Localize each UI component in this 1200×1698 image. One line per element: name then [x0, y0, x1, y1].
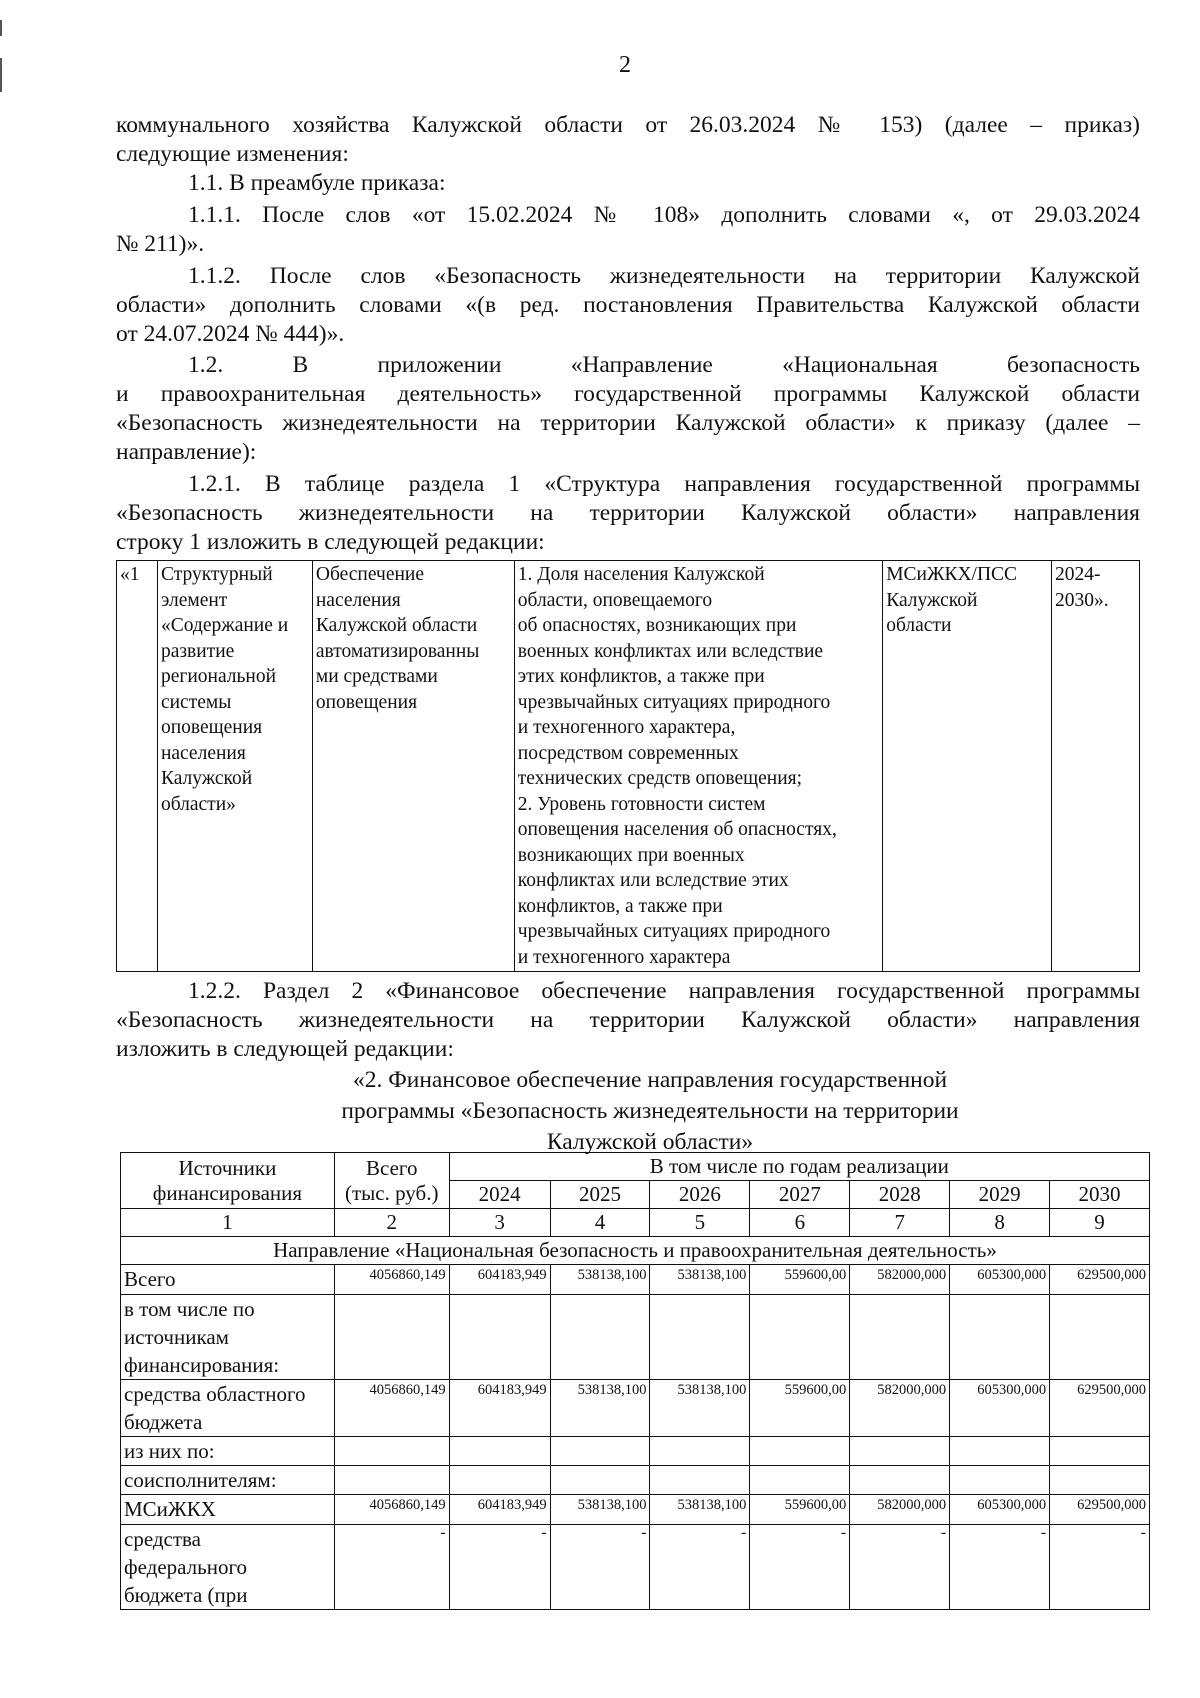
paragraph-1-2-2	[116, 977, 1140, 1064]
value-cell: 604183,949	[449, 1265, 550, 1295]
empty-cell	[950, 1466, 1050, 1495]
row-label-line: из них по:	[124, 1439, 215, 1463]
cell-line: и техногенного характера	[517, 946, 731, 968]
text-line: направление):	[116, 439, 257, 465]
structure-period-cell	[1052, 561, 1140, 972]
row-label-line: МСиЖКХ	[124, 1497, 216, 1521]
empty-cell	[850, 1466, 950, 1495]
value-cell: 604183,949	[449, 1495, 550, 1525]
value-cell: -	[750, 1525, 850, 1610]
empty-cell	[1050, 1295, 1150, 1380]
empty-cell	[334, 1437, 449, 1466]
cell-line: Структурный	[160, 564, 273, 585]
structure-element-cell	[157, 561, 312, 972]
header-year: 2024	[449, 1181, 550, 1209]
structure-responsible-cell	[883, 561, 1052, 972]
empty-cell	[449, 1295, 550, 1380]
empty-cell	[650, 1295, 750, 1380]
value-cell: 538138,100	[550, 1495, 650, 1525]
table-header-row	[121, 1153, 1150, 1181]
empty-cell	[334, 1295, 449, 1380]
text-line: № 211)».	[116, 231, 205, 257]
value-cell: 605300,000	[950, 1495, 1050, 1525]
empty-cell	[950, 1437, 1050, 1466]
text-line: 1.1.1. После слов «от 15.02.2024 № 108» дополнить словами «, от 29.03.2024	[188, 202, 1140, 228]
cell-line: области, оповещаемого	[517, 589, 713, 611]
row-label	[121, 1525, 335, 1610]
cell-line: возникающих при военных	[517, 844, 745, 866]
value-cell: 538138,100	[650, 1265, 750, 1295]
table-row	[121, 1295, 1150, 1380]
value-cell: 629500,000	[1050, 1265, 1150, 1295]
cell-line: технических средств оповещения;	[517, 768, 803, 789]
header-years-group: В том числе по годам реализации	[449, 1153, 1149, 1181]
value-cell: -	[950, 1525, 1050, 1610]
row-label-line: в том числе по	[124, 1297, 255, 1321]
empty-cell	[850, 1437, 950, 1466]
empty-cell	[334, 1466, 449, 1495]
cell-line: области»	[160, 793, 236, 815]
section-2-title	[0, 1065, 1200, 1158]
empty-cell	[550, 1295, 650, 1380]
header-year: 2029	[950, 1181, 1050, 1209]
row-label	[121, 1265, 335, 1295]
empty-cell	[950, 1295, 1050, 1380]
text-line: строку 1 изложить в следующей редакции:	[116, 529, 545, 555]
value-cell: -	[449, 1525, 550, 1610]
row-label-line: соисполнителям:	[124, 1468, 277, 1492]
header-year: 2030	[1050, 1181, 1150, 1209]
text-line: «Безопасность жизнедеятельности на территории Калужской области» направления	[116, 1007, 1140, 1033]
cell-line: Калужской	[160, 768, 253, 789]
cell-line: конфликтов, а также при	[517, 895, 723, 917]
column-number: 2	[334, 1209, 449, 1237]
value-cell: -	[850, 1525, 950, 1610]
value-cell: -	[334, 1525, 449, 1610]
cell-line: развитие	[160, 640, 235, 662]
finance-body	[121, 1265, 1150, 1610]
paragraph-1-2	[116, 351, 1140, 467]
value-cell: 582000,000	[850, 1265, 950, 1295]
value-cell: 605300,000	[950, 1265, 1050, 1295]
text-line: «Безопасность жизнедеятельности на территории Калужской области» к приказу (далее –	[116, 410, 1140, 436]
cell-line: оповещения	[160, 717, 263, 738]
column-number: 5	[650, 1209, 750, 1237]
header-year: 2027	[750, 1181, 850, 1209]
cell-line: конфликтах или вследствие этих	[517, 870, 789, 891]
cell-line: посредством современных	[517, 742, 739, 764]
cell-line: ми средствами	[315, 666, 438, 687]
row-label	[121, 1380, 335, 1437]
header-year: 2025	[550, 1181, 650, 1209]
cell-line: военных конфликтах или вследствие	[517, 640, 824, 662]
cell-line: 2. Уровень готовности систем	[517, 793, 766, 815]
column-number: 1	[121, 1209, 335, 1237]
row-label-line: финансирования:	[124, 1353, 280, 1377]
value-cell: 4056860,149	[334, 1380, 449, 1437]
row-label-line: источникам	[124, 1325, 229, 1349]
value-cell: 582000,000	[850, 1495, 950, 1525]
cell-line: оповещения	[315, 691, 418, 713]
column-number-row	[121, 1209, 1150, 1237]
text-line: изложить в следующей редакции:	[116, 1036, 454, 1062]
empty-cell	[750, 1437, 850, 1466]
row-label	[121, 1295, 335, 1380]
scan-edge-mark	[0, 20, 2, 36]
paragraph-1-1-1	[116, 201, 1140, 259]
header-sources: Источники финансирования	[121, 1153, 335, 1209]
row-label	[121, 1437, 335, 1466]
column-number: 8	[950, 1209, 1050, 1237]
title-line: программы «Безопасность жизнедеятельности на территории	[341, 1098, 959, 1124]
row-label	[121, 1466, 335, 1495]
cell-line: «Содержание и	[160, 615, 289, 636]
cell-line: оповещения населения об опасностях,	[517, 819, 837, 840]
cell-line: этих конфликтов, а также при	[517, 666, 765, 687]
text-line: «Безопасность жизнедеятельности на территории Калужской области» направления	[116, 500, 1140, 526]
cell-line: МСиЖКХ/ПСС	[886, 564, 1018, 585]
value-cell: 582000,000	[850, 1380, 950, 1437]
text-line: следующие изменения:	[116, 141, 349, 167]
value-cell: 559600,00	[750, 1265, 850, 1295]
row-label	[121, 1495, 335, 1525]
value-cell: 559600,00	[750, 1380, 850, 1437]
text-line: 1.2.1. В таблице раздела 1 «Структура направления государственной программы	[188, 471, 1140, 497]
cell-line: автоматизированны	[315, 640, 480, 662]
value-cell: -	[650, 1525, 750, 1610]
cell-line: области	[886, 615, 952, 636]
table-row	[121, 1265, 1150, 1295]
structure-indicators-cell	[514, 561, 882, 972]
value-cell: -	[550, 1525, 650, 1610]
row-label-line: бюджета	[124, 1410, 203, 1434]
column-number: 9	[1050, 1209, 1150, 1237]
cell-line: 2024-	[1055, 564, 1101, 585]
cell-line: элемент	[160, 589, 228, 611]
value-cell: 4056860,149	[334, 1265, 449, 1295]
paragraph-1-1-2	[116, 262, 1140, 349]
cell-line: региональной	[160, 666, 277, 687]
column-number: 7	[850, 1209, 950, 1237]
text-line: области» дополнить словами «(в ред. постановления Правительства Калужской области	[116, 292, 1140, 318]
empty-cell	[1050, 1437, 1150, 1466]
cell-line: чрезвычайных ситуациях природного	[517, 691, 831, 713]
cell-line: системы	[160, 691, 232, 713]
cell-line: и техногенного характера,	[517, 717, 736, 738]
text-line: и правоохранительная деятельность» государственной программы Калужской области	[116, 381, 1140, 407]
title-line: Калужской области»	[546, 1129, 754, 1155]
paragraph-1-1	[116, 169, 1140, 198]
header-year: 2028	[850, 1181, 950, 1209]
value-cell: 538138,100	[550, 1380, 650, 1437]
paragraph-intro	[116, 111, 1140, 169]
empty-cell	[650, 1466, 750, 1495]
text-line: 1.2.2. Раздел 2 «Финансовое обеспечение направления государственной программы	[188, 978, 1140, 1004]
value-cell: 538138,100	[650, 1380, 750, 1437]
value-cell: -	[1050, 1525, 1150, 1610]
text-line: 1.2. В приложении «Направление «Национальная безопасность	[188, 352, 1140, 378]
text-line: от 24.07.2024 № 444)».	[116, 321, 345, 347]
value-cell: 605300,000	[950, 1380, 1050, 1437]
column-number: 3	[449, 1209, 550, 1237]
value-cell: 604183,949	[449, 1380, 550, 1437]
cell-line: 2030».	[1055, 589, 1109, 611]
cell-line: чрезвычайных ситуациях природного	[517, 921, 831, 942]
title-line: «2. Финансовое обеспечение направления государственной	[352, 1067, 948, 1093]
value-cell: 4056860,149	[334, 1495, 449, 1525]
text-line: коммунального хозяйства Калужской области от 26.03.2024 № 153) (далее – приказ)	[116, 112, 1140, 138]
cell-line: Калужской	[886, 589, 978, 611]
row-label-line: средства	[124, 1527, 202, 1551]
header-total: Всего (тыс. руб.)	[334, 1153, 449, 1209]
empty-cell	[449, 1437, 550, 1466]
direction-row	[121, 1237, 1150, 1265]
cell-line: об опасностях, возникающих при	[517, 615, 797, 636]
empty-cell	[550, 1466, 650, 1495]
structure-task-cell	[312, 561, 514, 972]
finance-table	[120, 1152, 1150, 1610]
cell-line: населения	[315, 589, 401, 611]
cell-line: Обеспечение	[315, 564, 424, 585]
empty-cell	[750, 1295, 850, 1380]
empty-cell	[550, 1437, 650, 1466]
row-label-line: Всего	[124, 1267, 176, 1291]
structure-table	[116, 560, 1140, 972]
direction-title: Направление «Национальная безопасность и правоохранительная деятельность»	[121, 1237, 1150, 1265]
empty-cell	[850, 1295, 950, 1380]
header-year: 2026	[650, 1181, 750, 1209]
value-cell: 629500,000	[1050, 1495, 1150, 1525]
table-row	[121, 1525, 1150, 1610]
table-row	[121, 1437, 1150, 1466]
table-row	[121, 1495, 1150, 1525]
row-label-line: федерального	[124, 1555, 248, 1579]
text-line: 1.1. В преамбуле приказа:	[188, 170, 446, 196]
page-number: 2	[619, 52, 631, 78]
value-cell: 538138,100	[550, 1265, 650, 1295]
cell-line: Калужской области	[315, 615, 478, 636]
cell-line: 1. Доля населения Калужской	[517, 564, 765, 585]
text-line: 1.1.2. После слов «Безопасность жизнедеятельности на территории Калужской	[188, 263, 1140, 289]
structure-row-number: «1	[117, 561, 158, 972]
cell-line: населения	[160, 742, 246, 764]
empty-cell	[449, 1466, 550, 1495]
value-cell: 629500,000	[1050, 1380, 1150, 1437]
value-cell: 538138,100	[650, 1495, 750, 1525]
row-label-line: бюджета (при	[124, 1583, 248, 1607]
empty-cell	[1050, 1466, 1150, 1495]
paragraph-1-2-1	[116, 470, 1140, 557]
empty-cell	[750, 1466, 850, 1495]
table-row	[121, 1380, 1150, 1437]
value-cell: 559600,00	[750, 1495, 850, 1525]
column-number: 4	[550, 1209, 650, 1237]
table-row	[117, 561, 1140, 972]
table-row	[121, 1466, 1150, 1495]
column-number: 6	[750, 1209, 850, 1237]
empty-cell	[650, 1437, 750, 1466]
row-label-line: средства областного	[124, 1382, 306, 1406]
